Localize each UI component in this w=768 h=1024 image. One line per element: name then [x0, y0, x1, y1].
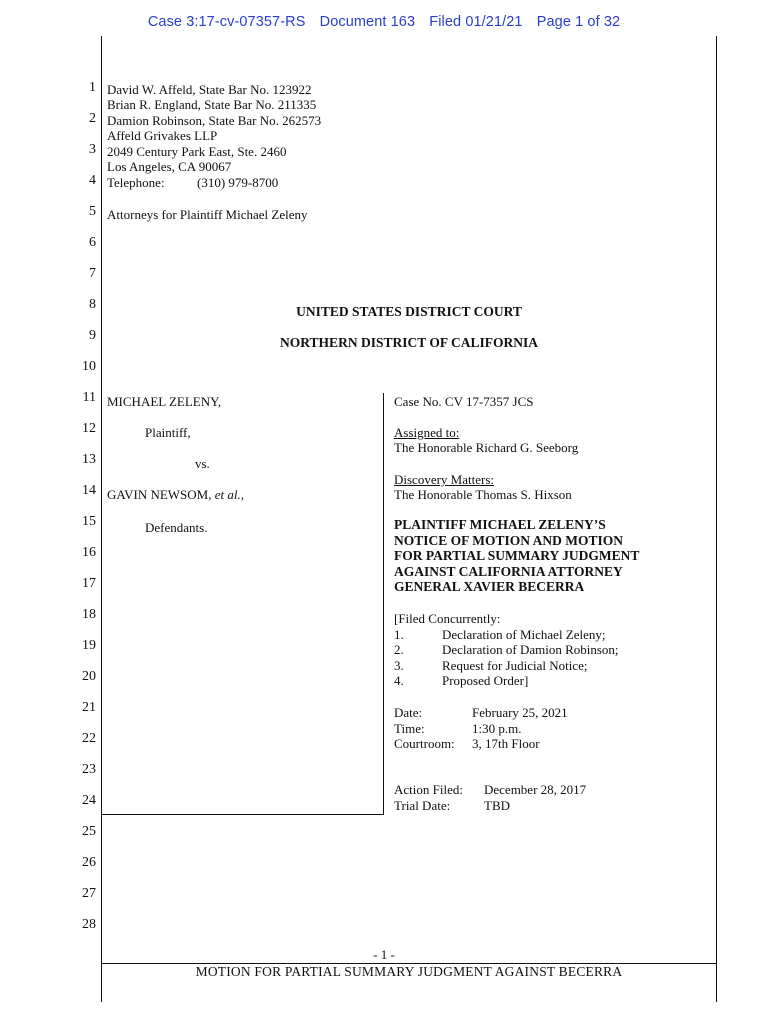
motion-title-line: FOR PARTIAL SUMMARY JUDGMENT	[394, 548, 640, 563]
filed-concurrently: [Filed Concurrently:	[394, 611, 501, 626]
line-number: 10	[82, 359, 96, 374]
line-number: 2	[89, 111, 96, 126]
plaintiff-name: MICHAEL ZELENY,	[107, 394, 222, 409]
attorneys-for: Attorneys for Plaintiff Michael Zeleny	[107, 207, 308, 222]
line-number: 9	[89, 328, 96, 343]
line-number: 13	[82, 452, 96, 467]
line-number: 22	[82, 731, 96, 746]
stamp-filed-date: Filed 01/21/21	[429, 14, 523, 30]
counsel-line: David W. Affeld, State Bar No. 123922	[107, 82, 312, 97]
line-number: 17	[82, 576, 96, 591]
hearing-courtroom: Courtroom: 3, 17th Floor	[394, 736, 540, 751]
caption-bottom-rule	[101, 814, 384, 815]
concurrent-list	[394, 627, 619, 688]
defendant-role: Defendants.	[145, 520, 208, 535]
assigned-label: Assigned to:	[394, 425, 460, 440]
list-item: 1. Declaration of Michael Zeleny;	[394, 627, 606, 642]
defendant-name: GAVIN NEWSOM, et al.,	[107, 487, 244, 502]
line-number: 5	[89, 204, 96, 219]
counsel-line: Brian R. England, State Bar No. 211335	[107, 97, 317, 112]
trial-date: Trial Date: TBD	[394, 797, 510, 813]
line-number: 24	[82, 793, 96, 808]
counsel-telephone	[107, 175, 278, 191]
counsel-line: Damion Robinson, State Bar No. 262573	[107, 113, 322, 128]
court-district: NORTHERN DISTRICT OF CALIFORNIA	[280, 335, 538, 350]
counsel-line: Affeld Grivakes LLP	[107, 128, 218, 143]
motion-title-line: GENERAL XAVIER BECERRA	[394, 579, 585, 594]
line-number: 16	[82, 545, 96, 560]
line-number: 7	[89, 266, 96, 281]
line-number: 12	[82, 421, 96, 436]
line-number: 20	[82, 669, 96, 684]
line-number: 8	[89, 297, 96, 312]
line-number: 23	[82, 762, 96, 777]
line-number: 26	[82, 855, 96, 870]
hearing-info	[394, 705, 568, 752]
motion-title-line: AGAINST CALIFORNIA ATTORNEY	[394, 563, 623, 579]
action-dates	[394, 782, 586, 813]
discovery-judge: The Honorable Thomas S. Hixson	[394, 487, 572, 502]
line-number: 18	[82, 607, 96, 622]
line-number: 3	[89, 142, 96, 157]
court-name: UNITED STATES DISTRICT COURT	[296, 304, 522, 319]
stamp-document-number: Document 163	[319, 14, 416, 30]
plaintiff-role: Plaintiff,	[145, 425, 191, 440]
line-number: 21	[82, 700, 96, 715]
stamp-page-count: Page 1 of 32	[536, 14, 621, 30]
line-number: 25	[82, 824, 96, 839]
line-number: 4	[89, 173, 96, 188]
telephone-label: Telephone:	[107, 175, 165, 190]
versus: vs.	[195, 456, 210, 471]
ecf-header-stamp	[0, 14, 768, 30]
line-number: 1	[89, 80, 96, 95]
left-margin-rule	[101, 36, 102, 1002]
footer-title: MOTION FOR PARTIAL SUMMARY JUDGMENT AGAINST BECERRA	[195, 964, 623, 979]
motion-title-line: PLAINTIFF MICHAEL ZELENY’S	[394, 517, 606, 532]
line-number: 11	[82, 390, 96, 405]
caption-divider	[383, 393, 384, 814]
hearing-time: Time: 1:30 p.m.	[394, 720, 522, 736]
motion-title	[394, 517, 639, 595]
line-number: 15	[82, 514, 96, 529]
action-filed: Action Filed: December 28, 2017	[394, 782, 587, 797]
motion-title-line: NOTICE OF MOTION AND MOTION	[394, 532, 624, 548]
counsel-line: Los Angeles, CA 90067	[107, 159, 232, 174]
counsel-line: 2049 Century Park East, Ste. 2460	[107, 144, 287, 159]
list-item: 4. Proposed Order]	[394, 672, 529, 688]
telephone-number: (310) 979-8700	[197, 175, 279, 190]
line-number: 27	[82, 886, 96, 901]
list-item: 2. Declaration of Damion Robinson;	[394, 642, 619, 658]
hearing-date: Date: February 25, 2021	[394, 705, 568, 720]
discovery-label: Discovery Matters:	[394, 472, 495, 487]
stamp-case-number: Case 3:17-cv-07357-RS	[147, 14, 306, 30]
list-item: 3. Request for Judicial Notice;	[394, 657, 588, 673]
line-number: 14	[82, 483, 96, 498]
line-number: 28	[82, 917, 96, 932]
case-number: Case No. CV 17-7357 JCS	[394, 394, 534, 409]
right-margin-rule	[716, 36, 717, 1002]
line-number: 6	[89, 235, 96, 250]
line-number: 19	[82, 638, 96, 653]
assigned-judge: The Honorable Richard G. Seeborg	[394, 440, 579, 455]
page-number: - 1 -	[373, 947, 395, 962]
